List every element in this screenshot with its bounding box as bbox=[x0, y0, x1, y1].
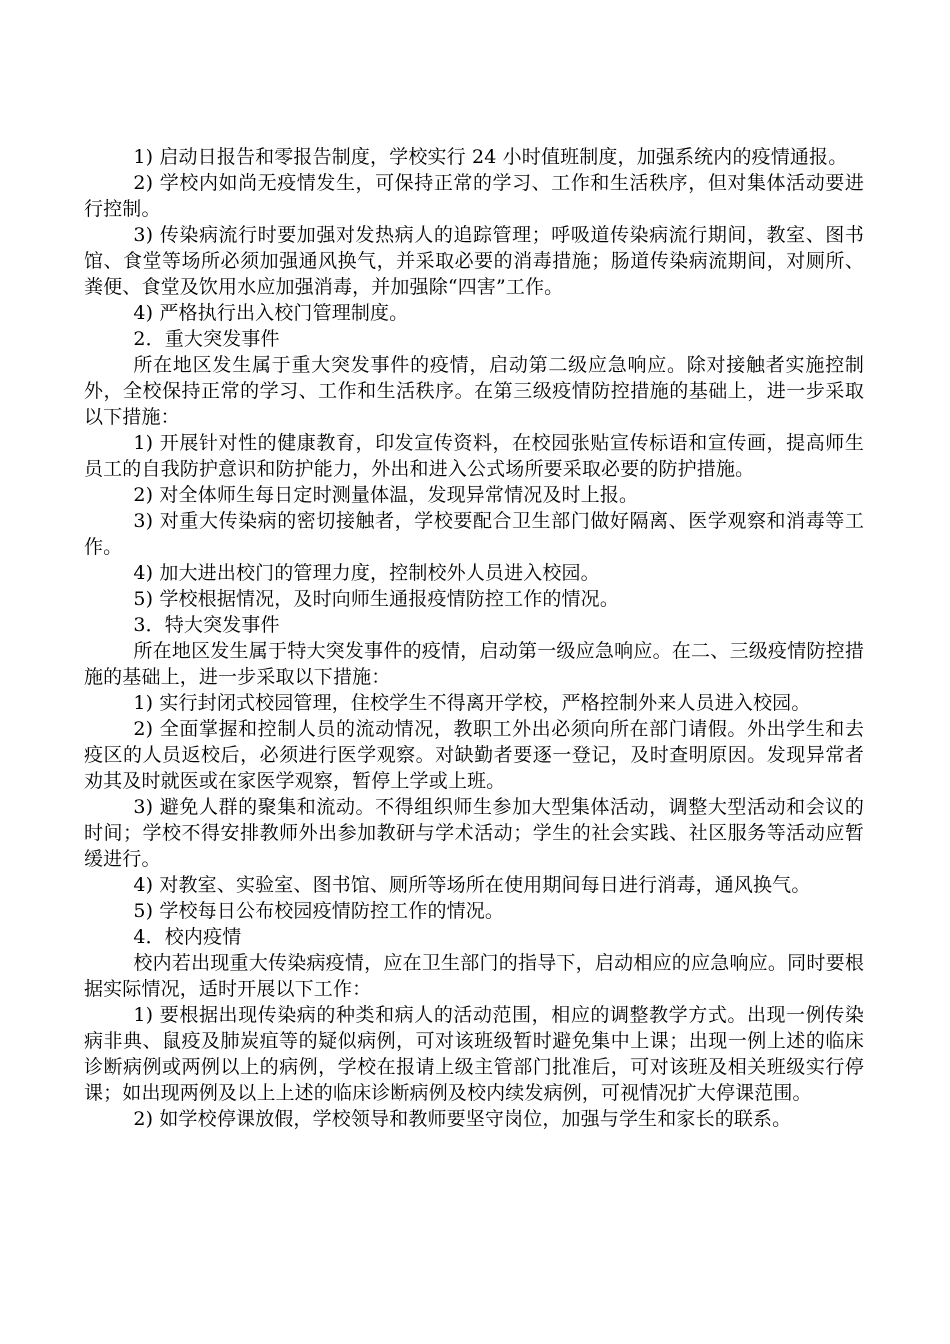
paragraph: 1) 开展针对性的健康教育，印发宣传资料，在校园张贴宣传标语和宣传画，提高师生员工的自我防护意识和防护能力，外出和进入公式场所要采取必要的防护措施。 bbox=[84, 432, 864, 480]
paragraph: 1) 启动日报告和零报告制度，学校实行 24 小时值班制度，加强系统内的疫情通报。 bbox=[133, 146, 848, 168]
paragraph: 2) 对全体师生每日定时测量体温，发现异常情况及时上报。 bbox=[133, 484, 639, 506]
section-heading: 3．特大突发事件 bbox=[133, 614, 280, 636]
paragraph: 1) 实行封闭式校园管理，住校学生不得离开学校，严格控制外来人员进入校园。 bbox=[133, 692, 811, 714]
paragraph: 2) 学校内如尚无疫情发生，可保持正常的学习、工作和生活秩序，但对集体活动要进行控制。 bbox=[84, 172, 864, 220]
document-body bbox=[84, 144, 864, 1132]
paragraph: 2) 如学校停课放假，学校领导和教师要坚守岗位，加强与学生和家长的联系。 bbox=[133, 1108, 792, 1130]
paragraph: 2) 全面掌握和控制人员的流动情况，教职工外出必须向所在部门请假。外出学生和去疫区的人员返校后，必须进行医学观察。对缺勤者要逐一登记，及时查明原因。发现异常者劝其及时就医或在家医学观察，暂停上学或上班。 bbox=[84, 718, 864, 792]
section-heading: 4．校内疫情 bbox=[133, 926, 242, 948]
paragraph: 校内若出现重大传染病疫情，应在卫生部门的指导下，启动相应的应急响应。同时要根据实际情况，适时开展以下工作： bbox=[84, 952, 864, 1000]
paragraph: 4) 加大进出校门的管理力度，控制校外人员进入校园。 bbox=[133, 562, 600, 584]
paragraph: 4) 严格执行出入校门管理制度。 bbox=[133, 302, 409, 324]
section-heading: 2．重大突发事件 bbox=[133, 328, 280, 350]
paragraph: 3) 避免人群的聚集和流动。不得组织师生参加大型集体活动，调整大型活动和会议的时间；学校不得安排教师外出参加教研与学术活动；学生的社会实践、社区服务等活动应暂缓进行。 bbox=[84, 796, 864, 870]
paragraph: 3) 传染病流行时要加强对发热病人的追踪管理；呼吸道传染病流行期间，教室、图书馆、食堂等场所必须加强通风换气，并采取必要的消毒措施；肠道传染病流期间，对厕所、粪便、食堂及饮用水应加强消毒，并加强除“四害”工作。 bbox=[84, 224, 864, 298]
paragraph: 所在地区发生属于重大突发事件的疫情，启动第二级应急响应。除对接触者实施控制外，全校保持正常的学习、工作和生活秩序。在第三级疫情防控措施的基础上，进一步采取以下措施： bbox=[84, 354, 864, 428]
paragraph: 5) 学校根据情况，及时向师生通报疫情防控工作的情况。 bbox=[133, 588, 619, 610]
paragraph: 3) 对重大传染病的密切接触者，学校要配合卫生部门做好隔离、医学观察和消毒等工作。 bbox=[84, 510, 864, 558]
paragraph: 4) 对教室、实验室、图书馆、厕所等场所在使用期间每日进行消毒，通风换气。 bbox=[133, 874, 811, 896]
paragraph: 5) 学校每日公布校园疫情防控工作的情况。 bbox=[133, 900, 505, 922]
paragraph: 1) 要根据出现传染病的种类和病人的活动范围，相应的调整教学方式。出现一例传染病非典、鼠疫及肺炭疽等的疑似病例，可对该班级暂时避免集中上课；出现一例上述的临床诊断病例或两例以上的病例，学校在报请上级主管部门批准后，可对该班及相关班级实行停课；如出现两例及以上上述的临床诊断病例及校内续发病例，可视情况扩大停课范围。 bbox=[84, 1004, 864, 1104]
paragraph: 所在地区发生属于特大突发事件的疫情，启动第一级应急响应。在二、三级疫情防控措施的基础上，进一步采取以下措施： bbox=[84, 640, 864, 688]
